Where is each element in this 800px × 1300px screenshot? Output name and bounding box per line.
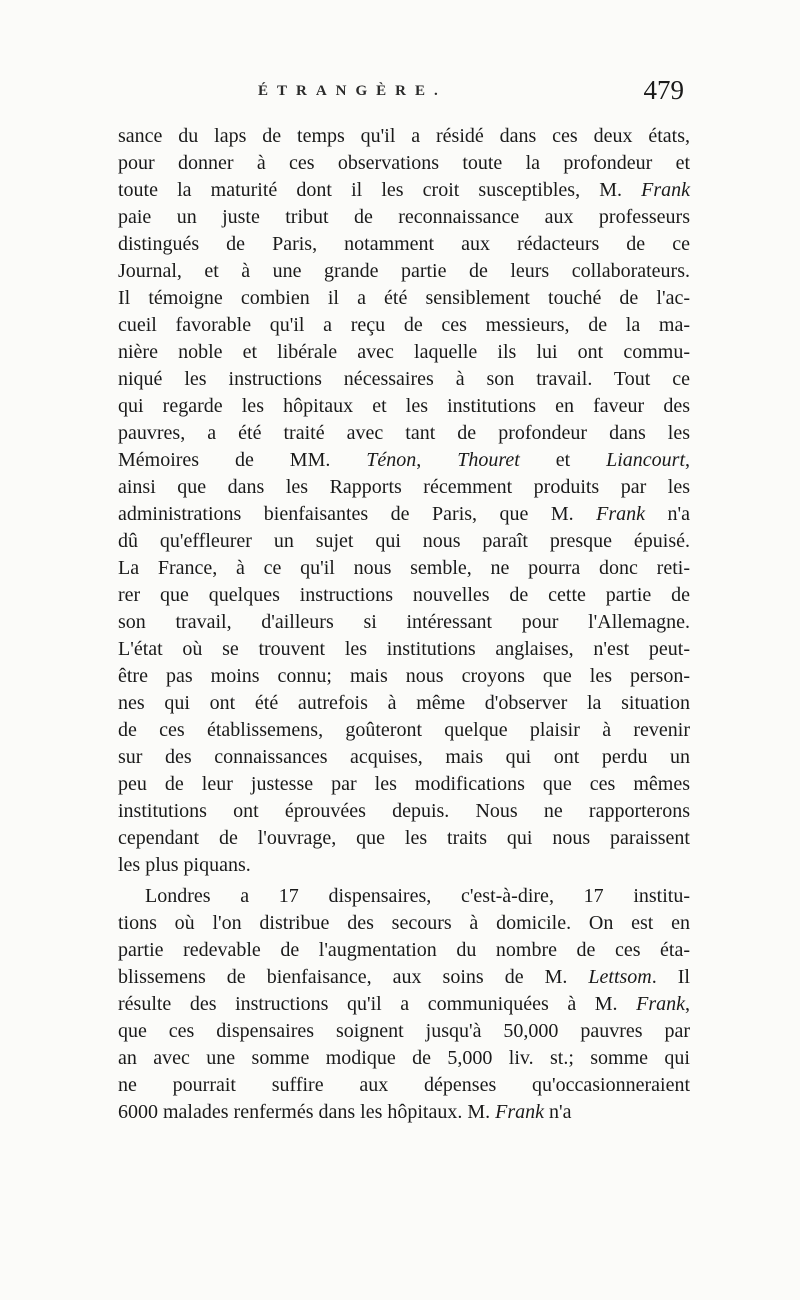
- text-line: être pas moins connu; mais nous croyons que les person-: [118, 665, 690, 687]
- text-line: Londres a 17 dispensaires, c'est-à-dire, 17 institu-: [145, 885, 690, 907]
- text-line: cependant de l'ouvrage, que les traits qui nous paraissent: [118, 827, 690, 849]
- page-number: 479: [643, 75, 684, 105]
- text-line: niqué les instructions nécessaires à son travail. Tout ce: [118, 368, 690, 390]
- text-line: L'état où se trouvent les institutions anglaises, n'est peut-: [118, 638, 690, 660]
- text-line: sance du laps de temps qu'il a résidé dans ces deux états,: [118, 125, 690, 147]
- text-line: tions où l'on distribue des secours à domicile. On est en: [118, 912, 690, 934]
- text-line: sur des connaissances acquises, mais qui ont perdu un: [118, 746, 690, 768]
- text-line: nière noble et libérale avec laquelle ils lui ont commu-: [118, 341, 690, 363]
- text-line: cueil favorable qu'il a reçu de ces messieurs, de la ma-: [118, 314, 690, 336]
- text-line: toute la maturité dont il les croit susceptibles, M. Frank: [118, 179, 690, 201]
- text-line: peu de leur justesse par les modifications que ces mêmes: [118, 773, 690, 795]
- text-line: les plus piquans.: [118, 854, 251, 876]
- text-line: blissemens de bienfaisance, aux soins de M. Lettsom. Il: [118, 966, 690, 988]
- text-line: 6000 malades renfermés dans les hôpitaux. M. Frank n'a: [118, 1101, 572, 1123]
- paragraph: [118, 123, 690, 879]
- page-header: [118, 75, 690, 115]
- text-line: résulte des instructions qu'il a communiquées à M. Frank,: [118, 993, 690, 1015]
- text-line: an avec une somme modique de 5,000 liv. st.; somme qui: [118, 1047, 690, 1069]
- text-line: partie redevable de l'augmentation du nombre de ces éta-: [118, 939, 690, 961]
- text-line: ainsi que dans les Rapports récemment produits par les: [118, 476, 690, 498]
- text-line: distingués de Paris, notamment aux rédacteurs de ce: [118, 233, 690, 255]
- text-line: qui regarde les hôpitaux et les institutions en faveur des: [118, 395, 690, 417]
- text-line: administrations bienfaisantes de Paris, que M. Frank n'a: [118, 503, 691, 525]
- text-line: pauvres, a été traité avec tant de profondeur dans les: [118, 422, 690, 444]
- text-line: La France, à ce qu'il nous semble, ne pourra donc reti-: [118, 557, 690, 579]
- text-line: rer que quelques instructions nouvelles de cette partie de: [118, 584, 690, 606]
- body-text: [118, 123, 690, 1126]
- paragraph: [118, 883, 690, 1126]
- text-line: que ces dispensaires soignent jusqu'à 50,000 pauvres par: [118, 1020, 690, 1042]
- text-line: son travail, d'ailleurs si intéressant pour l'Allemagne.: [118, 611, 690, 633]
- text-line: de ces établissemens, goûteront quelque plaisir à revenir: [118, 719, 690, 741]
- text-line: Journal, et à une grande partie de leurs collaborateurs.: [118, 260, 690, 282]
- text-line: paie un juste tribut de reconnaissance aux professeurs: [118, 206, 690, 228]
- text-line: institutions ont éprouvées depuis. Nous ne rapporterons: [118, 800, 690, 822]
- text-line: dû qu'effleurer un sujet qui nous paraît presque épuisé.: [118, 530, 690, 552]
- text-line: nes qui ont été autrefois à même d'observer la situation: [118, 692, 690, 714]
- running-head: ÉTRANGÈRE.: [258, 83, 447, 99]
- text-line: pour donner à ces observations toute la profondeur et: [118, 152, 690, 174]
- text-line: Il témoigne combien il a été sensiblement touché de l'ac-: [118, 287, 690, 309]
- text-line: Mémoires de MM. Ténon, Thouret et Liancourt,: [118, 449, 691, 471]
- text-line: ne pourrait suffire aux dépenses qu'occasionneraient: [118, 1074, 690, 1096]
